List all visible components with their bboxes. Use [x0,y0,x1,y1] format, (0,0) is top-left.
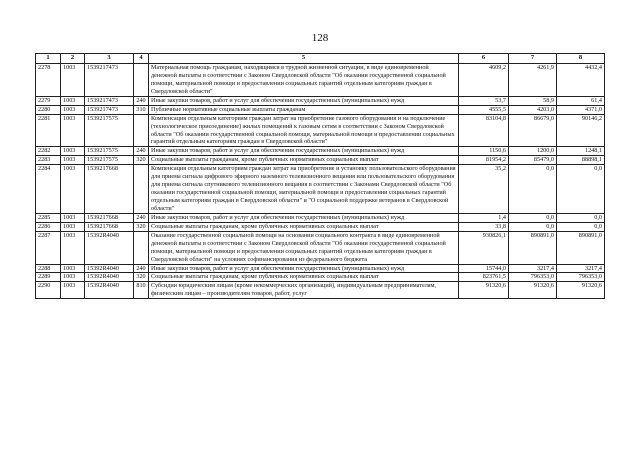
table-row [36,273,605,282]
expense-type-code: 810 [134,282,149,299]
item-name: Иные закупки товаров, работ и услуг для обеспечения государственных (муниципальных) нужд [149,264,459,273]
amount-col-6: 4609,2 [459,64,509,97]
item-name: Социальные выплаты гражданам, кроме публичных нормативных социальных выплат [149,273,459,282]
section-code: 1003 [61,147,85,156]
expense-type-code [134,165,149,214]
amount-col-8: 4371,0 [557,105,605,114]
target-article-code: 1539217668 [85,165,134,214]
amount-col-8: 91320,6 [557,282,605,299]
amount-col-8: 796353,0 [557,273,605,282]
table-row [36,156,605,165]
row-number: 2285 [36,213,61,222]
amount-col-8: 1248,1 [557,147,605,156]
section-code: 1003 [61,156,85,165]
table-row [36,213,605,222]
header-col-6: 6 [459,54,509,64]
amount-col-8: 88898,1 [557,156,605,165]
expense-type-code: 320 [134,273,149,282]
section-code: 1003 [61,114,85,147]
row-number: 2288 [36,264,61,273]
expense-type-code: 310 [134,105,149,114]
target-article-code: 1539217668 [85,222,134,231]
amount-col-7: 4203,0 [509,105,557,114]
target-article-code: 1539217575 [85,114,134,147]
target-article-code: 15392R4040 [85,282,134,299]
table-row [36,165,605,214]
table-body [36,64,605,299]
target-article-code: 1539217575 [85,147,134,156]
amount-col-7: 890891,0 [509,231,557,264]
item-name: Субсидии юридическим лицам (кроме некоммерческих организаций), индивидуальным предпринимателям, физическим лицам – производителям товаров, работ, услуг [149,282,459,299]
amount-col-6: 33,8 [459,222,509,231]
row-number: 2286 [36,222,61,231]
amount-col-7: 58,9 [509,96,557,105]
amount-col-7: 3217,4 [509,264,557,273]
header-col-7: 7 [509,54,557,64]
amount-col-7: 86679,0 [509,114,557,147]
section-code: 1003 [61,213,85,222]
section-code: 1003 [61,264,85,273]
amount-col-6: 823761,5 [459,273,509,282]
row-number: 2283 [36,156,61,165]
section-code: 1003 [61,273,85,282]
target-article-code: 1539217473 [85,96,134,105]
amount-col-8: 4432,4 [557,64,605,97]
amount-col-8: 0,0 [557,222,605,231]
table-row [36,114,605,147]
expense-type-code: 320 [134,222,149,231]
table-row [36,96,605,105]
table-row [36,222,605,231]
amount-col-7: 91320,6 [509,282,557,299]
header-col-3: 3 [85,54,134,64]
table-row [36,105,605,114]
target-article-code: 15392R4040 [85,273,134,282]
amount-col-6: 930826,1 [459,231,509,264]
row-number: 2284 [36,165,61,214]
expense-type-code [134,231,149,264]
table-header-row [36,54,605,64]
amount-col-8: 61,4 [557,96,605,105]
table-row [36,231,605,264]
target-article-code: 1539217473 [85,64,134,97]
target-article-code: 1539217668 [85,213,134,222]
amount-col-6: 1,4 [459,213,509,222]
header-col-5: 5 [149,54,459,64]
item-name: Оказание государственной социальной помощи на основании социального контракта в виде единовременной денежной выплаты в соответствии с Законом Свердловской области "Об оказании государственной социальной помощи, материальной помощи и предоставлении социальных гарантий отдельным категориям граждан в Свердловской области" на условиях софинансирования из федерального бюджета [149,231,459,264]
amount-col-8: 890891,0 [557,231,605,264]
amount-col-8: 90146,2 [557,114,605,147]
target-article-code: 15392R4040 [85,264,134,273]
section-code: 1003 [61,222,85,231]
amount-col-7: 796353,0 [509,273,557,282]
section-code: 1003 [61,96,85,105]
table-row [36,147,605,156]
expense-type-code: 240 [134,213,149,222]
amount-col-6: 4555,5 [459,105,509,114]
amount-col-6: 81954,2 [459,156,509,165]
amount-col-6: 35,2 [459,165,509,214]
row-number: 2289 [36,273,61,282]
amount-col-6: 15744,0 [459,264,509,273]
expense-type-code [134,114,149,147]
row-number: 2290 [36,282,61,299]
row-number: 2280 [36,105,61,114]
table-row [36,282,605,299]
row-number: 2279 [36,96,61,105]
header-col-4: 4 [134,54,149,64]
header-col-2: 2 [61,54,85,64]
item-name: Иные закупки товаров, работ и услуг для обеспечения государственных (муниципальных) нужд [149,96,459,105]
target-article-code: 15392R4040 [85,231,134,264]
amount-col-6: 91320,6 [459,282,509,299]
item-name: Иные закупки товаров, работ и услуг для обеспечения государственных (муниципальных) нужд [149,147,459,156]
item-name: Материальная помощь гражданам, находящимся в трудной жизненной ситуации, в виде единовременной денежной выплаты в соответствии с Законом Свердловской области "Об оказании государственной социальной помощи, материальной помощи и предоставлении социальных гарантий отдельным категориям граждан в Свердловской области" [149,64,459,97]
amount-col-8: 3217,4 [557,264,605,273]
amount-col-6: 53,7 [459,96,509,105]
row-number: 2282 [36,147,61,156]
page-number: 128 [311,32,329,44]
item-name: Социальные выплаты гражданам, кроме публичных нормативных социальных выплат [149,156,459,165]
expense-type-code [134,64,149,97]
item-name: Публичные нормативные социальные выплаты гражданам [149,105,459,114]
section-code: 1003 [61,231,85,264]
section-code: 1003 [61,165,85,214]
table-row [36,64,605,97]
item-name: Социальные выплаты гражданам, кроме публичных нормативных социальных выплат [149,222,459,231]
section-code: 1003 [61,64,85,97]
amount-col-7: 85479,0 [509,156,557,165]
amount-col-7: 4261,9 [509,64,557,97]
amount-col-8: 0,0 [557,165,605,214]
item-name: Иные закупки товаров, работ и услуг для обеспечения государственных (муниципальных) нужд [149,213,459,222]
item-name: Компенсация отдельным категориям граждан затрат на приобретение и установку пользовательского оборудования для приема сигнала цифрового эфирного наземного телевизионного вещания или пользовательского оборудования для приема сигнала спутникового телевизионного вещания в соответствии с Законами Свердловской области "Об оказании государственной социальной помощи, материальной помощи и предоставлении социальных гарантий отдельным категориям граждан в Свердловской области" и "О социальной поддержке ветеранов в Свердловской области" [149,165,459,214]
section-code: 1003 [61,105,85,114]
row-number: 2278 [36,64,61,97]
row-number: 2281 [36,114,61,147]
table-row [36,264,605,273]
amount-col-7: 0,0 [509,165,557,214]
section-code: 1003 [61,282,85,299]
header-col-8: 8 [557,54,605,64]
header-col-1: 1 [36,54,61,64]
amount-col-7: 1200,0 [509,147,557,156]
expense-type-code: 240 [134,264,149,273]
amount-col-7: 0,0 [509,213,557,222]
amount-col-6: 83104,8 [459,114,509,147]
expense-type-code: 320 [134,156,149,165]
amount-col-6: 1150,6 [459,147,509,156]
target-article-code: 1539217473 [85,105,134,114]
amount-col-7: 0,0 [509,222,557,231]
expense-type-code: 240 [134,96,149,105]
budget-table [35,53,605,299]
target-article-code: 1539217575 [85,156,134,165]
row-number: 2287 [36,231,61,264]
amount-col-8: 0,0 [557,213,605,222]
expense-type-code: 240 [134,147,149,156]
item-name: Компенсация отдельным категориям граждан затрат на приобретение газового оборудования и на подключение (технологическое присоединение) жилых помещений к газовым сетям в соответствии с Законом Свердловской области "Об оказании государственной социальной помощи, материальной помощи и предоставлении социальных гарантий отдельным категориям граждан в Свердловской области" [149,114,459,147]
